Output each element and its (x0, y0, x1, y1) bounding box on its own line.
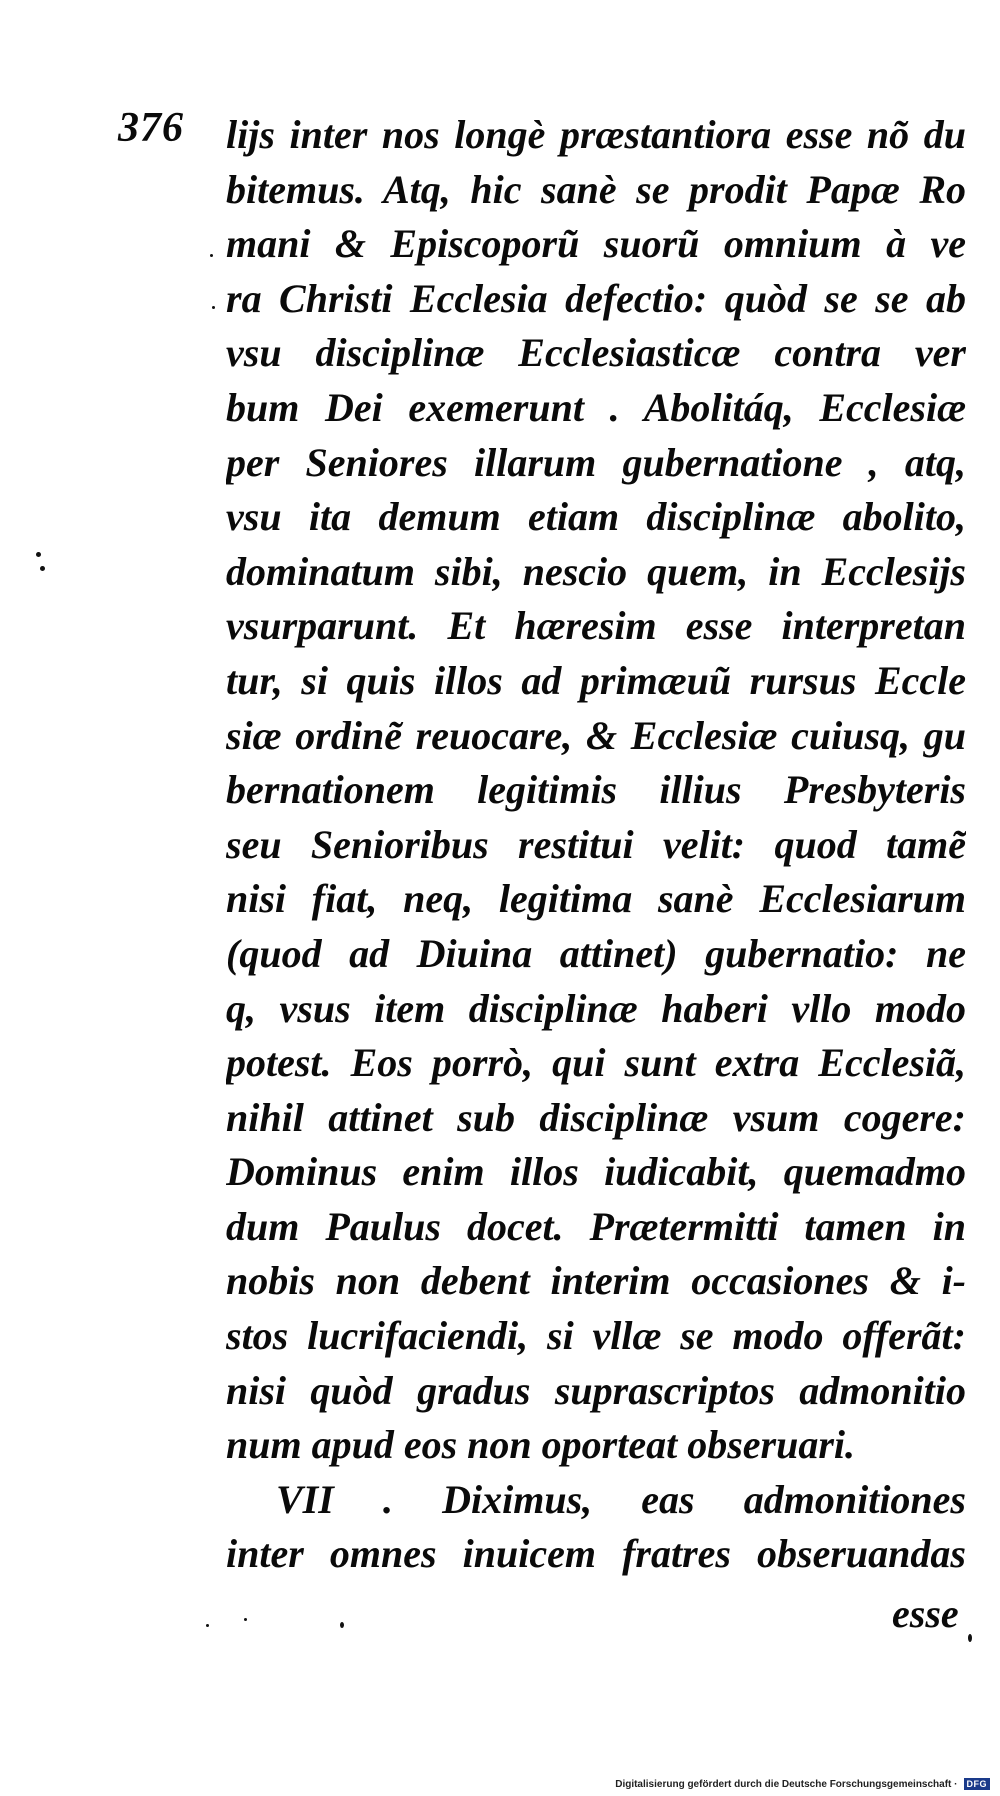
text-line: dum Paulus docet. Prætermitti tamen in (226, 1203, 966, 1249)
section-heading-line: VII . Diximus, eas admonitiones (276, 1476, 966, 1522)
scan-speck (36, 552, 41, 557)
text-line: mani & Episcoporũ suorũ omnium à ve (226, 221, 966, 267)
footer (615, 1778, 990, 1790)
footer-credit: Digitalisierung gefördert durch die Deutsche Forschungsgemeinschaft · (615, 1778, 958, 1790)
scan-speck (40, 566, 45, 571)
text-line: num apud eos non oporteat obseruari. (226, 1422, 856, 1468)
dfg-logo-icon: DFG (964, 1778, 991, 1790)
text-line: siæ ordinẽ reuocare, & Ecclesiæ cuiusq, gu (226, 712, 966, 758)
scan-speck (210, 254, 213, 257)
text-line: nobis non debent interim occasiones & i- (226, 1258, 966, 1304)
text-line: ra Christi Ecclesia defectio: quòd se se ab (226, 275, 966, 321)
catchword: esse (892, 1591, 959, 1636)
text-line: per Seniores illarum gubernatione , atq, (226, 439, 966, 485)
scan-speck (340, 1622, 344, 1628)
text-line: (quod ad Diuina attinet) gubernatio: ne (226, 930, 966, 976)
scan-speck (244, 1618, 247, 1621)
text-line: nisi fiat, neq, legitima sanè Ecclesiarum (226, 876, 966, 922)
scan-speck (968, 1634, 972, 1642)
text-line: potest. Eos porrò, qui sunt extra Ecclesiã, (226, 1040, 966, 1086)
scan-speck (206, 1624, 209, 1627)
text-line: tur, si quis illos ad primæuũ rursus Eccle (226, 657, 966, 703)
text-line: lijs inter nos longè præstantiora esse nõ du (226, 112, 966, 157)
text-line: vsu ita demum etiam disciplinæ abolito, (226, 494, 966, 540)
text-line: vsurparunt. Et hæresim esse interpretan (226, 603, 966, 649)
text-line: bernationem legitimis illius Presbyteris (226, 767, 966, 813)
text-line: bitemus. Atq, hic sanè se prodit Papæ Ro (226, 166, 966, 212)
text-line: bum Dei exemerunt . Abolitáq, Ecclesiæ (226, 384, 966, 430)
text-line: stos lucrifaciendi, si vllæ se modo offerãt: (226, 1313, 966, 1359)
page-number: 376 (118, 105, 184, 151)
text-line: dominatum sibi, nescio quem, in Ecclesijs (226, 548, 966, 594)
text-line: inter omnes inuicem fratres obseruandas (226, 1531, 966, 1577)
scan-speck (212, 306, 215, 309)
text-line: nihil attinet sub disciplinæ vsum cogere: (226, 1094, 966, 1140)
text-line: vsu disciplinæ Ecclesiasticæ contra ver (226, 330, 966, 376)
text-block (226, 108, 966, 1582)
text-line: nisi quòd gradus suprascriptos admonitio (226, 1367, 966, 1413)
text-line: seu Senioribus restitui velit: quod tamẽ (226, 821, 966, 867)
text-line: Dominus enim illos iudicabit, quemadmo (226, 1149, 966, 1195)
text-line: q, vsus item disciplinæ haberi vllo modo (226, 985, 966, 1031)
